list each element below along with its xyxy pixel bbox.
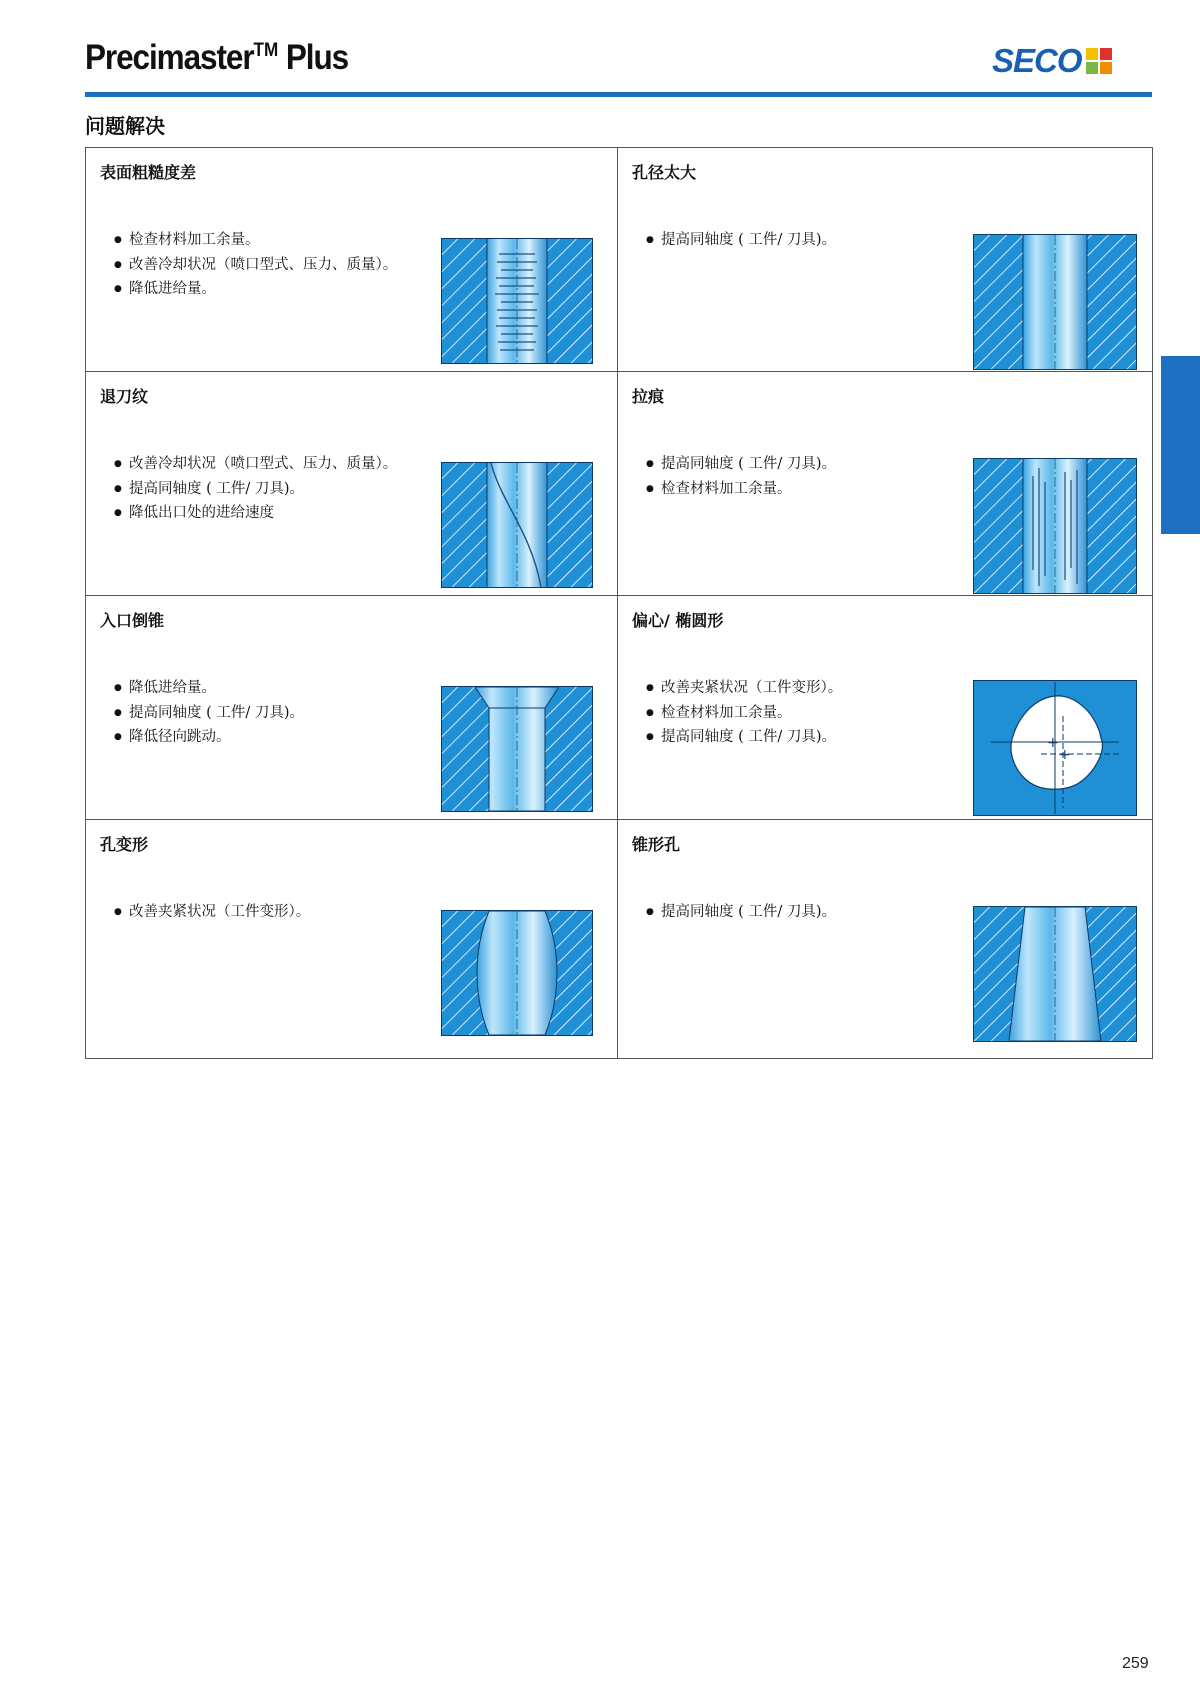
problem-title: 拉痕 xyxy=(632,387,665,406)
problem-cell xyxy=(86,148,618,372)
remedy-item: ● 检查材料加工余量。 xyxy=(646,477,836,502)
scoring-marks-icon xyxy=(973,458,1137,594)
problem-cell xyxy=(86,820,618,1058)
remedy-item: ● 检查材料加工余量。 xyxy=(646,701,842,726)
problem-title: 表面粗糙度差 xyxy=(100,163,197,182)
remedy-item: ● 降低径向跳动。 xyxy=(114,725,304,750)
barrel-hole-icon xyxy=(441,910,593,1036)
remedy-item: ● 提高同轴度 ( 工件/ 刀具)。 xyxy=(646,452,836,477)
remedy-item: ● 提高同轴度 ( 工件/ 刀具)。 xyxy=(646,900,836,925)
remedy-list xyxy=(646,676,842,750)
problem-cell xyxy=(618,820,1152,1058)
troubleshooting-table xyxy=(85,147,1153,1059)
remedy-list xyxy=(646,228,836,253)
remedy-item: ● 降低进给量。 xyxy=(114,277,397,302)
logo-mark-icon xyxy=(1086,48,1112,74)
remedy-list xyxy=(646,900,836,925)
remedy-list xyxy=(114,900,310,925)
problem-title: 锥形孔 xyxy=(632,835,681,854)
problem-title: 孔径太大 xyxy=(632,163,697,182)
remedy-item: ● 检查材料加工余量。 xyxy=(114,228,397,253)
side-chapter-tab xyxy=(1161,356,1200,534)
problem-cell xyxy=(618,596,1152,820)
remedy-item: ● 改善冷却状况（喷口型式、压力、质量）。 xyxy=(114,452,397,477)
remedy-list xyxy=(114,676,304,750)
entry-taper-icon xyxy=(441,686,593,812)
seco-logo xyxy=(992,42,1112,79)
problem-title: 入口倒锥 xyxy=(100,611,165,630)
remedy-item: ● 改善冷却状况（喷口型式、压力、质量）。 xyxy=(114,253,397,278)
remedy-item: ● 提高同轴度 ( 工件/ 刀具)。 xyxy=(114,477,397,502)
section-title: 问题解决 xyxy=(85,114,165,138)
problem-title: 孔变形 xyxy=(100,835,149,854)
problem-cell xyxy=(86,596,618,820)
remedy-item: ● 改善夹紧状况（工件变形）。 xyxy=(114,900,310,925)
problem-cell xyxy=(618,148,1152,372)
remedy-list xyxy=(646,452,836,501)
surface-roughness-icon xyxy=(441,238,593,364)
logo-text: SECO xyxy=(992,42,1082,79)
remedy-item: ● 降低出口处的进给速度 xyxy=(114,501,397,526)
remedy-list xyxy=(114,228,397,302)
remedy-item: ● 降低进给量。 xyxy=(114,676,304,701)
header-rule xyxy=(85,92,1152,97)
remedy-item: ● 提高同轴度 ( 工件/ 刀具)。 xyxy=(646,725,842,750)
eccentric-oval-icon xyxy=(973,680,1137,816)
oversize-hole-icon xyxy=(973,234,1137,370)
remedy-item: ● 改善夹紧状况（工件变形）。 xyxy=(646,676,842,701)
retraction-marks-icon xyxy=(441,462,593,588)
tapered-hole-icon xyxy=(973,906,1137,1042)
svg-text:+: + xyxy=(1047,735,1059,751)
page-number: 259 xyxy=(1122,1655,1149,1672)
remedy-item: ● 提高同轴度 ( 工件/ 刀具)。 xyxy=(114,701,304,726)
problem-cell xyxy=(86,372,618,596)
problem-title: 退刀纹 xyxy=(100,387,149,406)
svg-text:+: + xyxy=(1059,747,1071,763)
document-title: Precimaster™ Plus xyxy=(85,38,349,77)
remedy-item: ● 提高同轴度 ( 工件/ 刀具)。 xyxy=(646,228,836,253)
problem-title: 偏心/ 椭圆形 xyxy=(632,611,724,630)
problem-cell xyxy=(618,372,1152,596)
remedy-list xyxy=(114,452,397,526)
